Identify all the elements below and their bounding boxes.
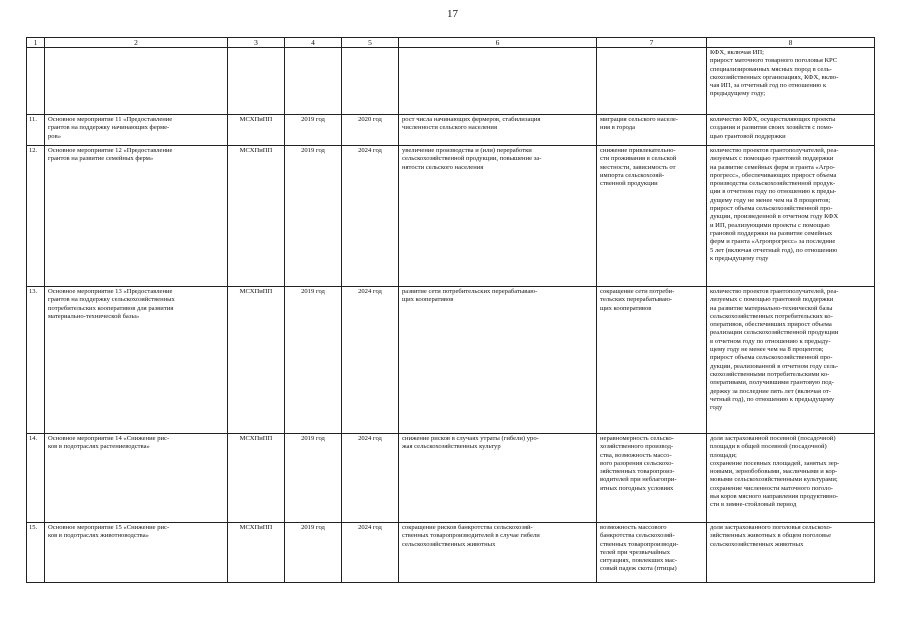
row-number: 12. bbox=[27, 146, 45, 287]
responsible-org: МСХПиПП bbox=[228, 523, 285, 583]
table-row bbox=[27, 48, 875, 115]
row-number: 15. bbox=[27, 523, 45, 583]
responsible-org: МСХПиПП bbox=[228, 434, 285, 523]
col-header: 5 bbox=[342, 38, 399, 48]
measure-title: Основное мероприятие 15 «Снижение рис- ков в подотраслях животноводства» bbox=[45, 523, 228, 583]
end-year: 2024 год bbox=[342, 523, 399, 583]
risk-consequence: неравномерность сельско- хозяйственного производ- ства, возможность массо- вого разорения сельскохо- зяйственных товаропроиз- водителей при неблагопри- ятных погодных условиях bbox=[597, 434, 707, 523]
start-year: 2019 год bbox=[285, 115, 342, 146]
indicator-link: КФХ, включая ИП; прирост маточного товарного поголовья КРС специализированных мясных пород в сель- скохозяйственных организациях, КФХ, вклю- чая ИП, за отчетный год по отношению к предыдущему году; bbox=[707, 48, 875, 115]
col-header: 3 bbox=[228, 38, 285, 48]
risk-consequence: снижение привлекательно- сти проживания в сельской местности, зависимость от импорта сельскохозяй- ственной продукции bbox=[597, 146, 707, 287]
col-header: 6 bbox=[399, 38, 597, 48]
indicator-link: доля застрахованного поголовья сельскохо- зяйственных животных в общем поголовье сельскохозяйственных животных bbox=[707, 523, 875, 583]
table-row bbox=[27, 146, 875, 287]
indicator-link: количество КФХ, осуществляющих проекты создания и развития своих хозяйств с помо- щью грантовой поддержки bbox=[707, 115, 875, 146]
indicator-link: количество проектов грантополучателей, реа- лизуемых с помощью грантовой поддержки на развитие семейных ферм и гранта «Агро- прогресс», обеспечивающих прирост объема производства сельскохозяйственной продук- ции в отчетном году по отношению к преды- дущему году не менее чем на 8 процентов; прирост объема сельскохозяйственной про- дукции, произведенной в отчетном году КФХ и ИП, реализующими проекты с помощью грановой поддержки на развитие семейных ферм и гранта «Агропрогресс» за последние 5 лет (включая отчетный год), по отношению к предыдущему году bbox=[707, 146, 875, 287]
responsible-org bbox=[228, 48, 285, 115]
row-number: 13. bbox=[27, 287, 45, 434]
responsible-org: МСХПиПП bbox=[228, 287, 285, 434]
measure-title: Основное мероприятие 13 «Предоставление грантов на поддержку сельскохозяйственных потребительских кооперативов для развития материально-технической базы» bbox=[45, 287, 228, 434]
expected-effect: увеличение производства и (или) переработки сельскохозяйственной продукции, повышение за- нятости сельского населения bbox=[399, 146, 597, 287]
risk-consequence: возможность массового банкротства сельскохозяй- ственных товаропроизводи- телей при чрезвычайных ситуациях, повлекших мас- совый падеж скота (птицы) bbox=[597, 523, 707, 583]
end-year: 2024 год bbox=[342, 434, 399, 523]
start-year: 2019 год bbox=[285, 523, 342, 583]
table-row bbox=[27, 287, 875, 434]
risk-consequence: сокращение сети потреби- тельских перерабатываю- щих кооперативов bbox=[597, 287, 707, 434]
expected-effect: развитие сети потребительских перерабатываю- щих кооперативов bbox=[399, 287, 597, 434]
responsible-org: МСХПиПП bbox=[228, 115, 285, 146]
measure-title: Основное мероприятие 12 «Предоставление грантов на развитие семейных ферм» bbox=[45, 146, 228, 287]
start-year bbox=[285, 48, 342, 115]
responsible-org: МСХПиПП bbox=[228, 146, 285, 287]
indicator-link: доля застрахованной посевной (посадочной) площади в общей посевной (посадочной) площади; сохранение посевных площадей, занятых зер- новыми, зернобобовыми, масличными и кор- мовыми сельскохозяйственными культурами; сохранение численности маточного поголо- вья коров мясного направления продуктивно- сти в зимне-стойловый период bbox=[707, 434, 875, 523]
col-header: 7 bbox=[597, 38, 707, 48]
expected-effect: снижение рисков в случаях утраты (гибели) уро- жая сельскохозяйственных культур bbox=[399, 434, 597, 523]
start-year: 2019 год bbox=[285, 287, 342, 434]
start-year: 2019 год bbox=[285, 146, 342, 287]
page-number: 17 bbox=[447, 8, 458, 20]
measures-table bbox=[26, 37, 875, 583]
end-year: 2020 год bbox=[342, 115, 399, 146]
row-number: 11. bbox=[27, 115, 45, 146]
end-year: 2024 год bbox=[342, 287, 399, 434]
header-row bbox=[27, 38, 875, 48]
end-year bbox=[342, 48, 399, 115]
col-header: 1 bbox=[27, 38, 45, 48]
risk-consequence: миграция сельского населе- ния в города bbox=[597, 115, 707, 146]
indicator-link: количество проектов грантополучателей, реа- лизуемых с помощью грантовой поддержки на развитие материально-технической базы сельскохозяйственных потребительских ко- оперативов, обеспечивших прирост объема реализации сельскохозяйственной продукции в отчетном году по отношению к предыду- щему году не менее чем на 8 процентов; прирост объема сельскохозяйственной про- дукции, реализованной в отчетном году сель- скохозяйственными потребительскими ко- оперативами, получившими грантовую под- держку за последние пять лет (включая от- четный год), по отношению к предыдущему году bbox=[707, 287, 875, 434]
row-number bbox=[27, 48, 45, 115]
table-row bbox=[27, 523, 875, 583]
expected-effect bbox=[399, 48, 597, 115]
measure-title: Основное мероприятие 11 «Предоставление грантов на поддержку начинающих ферме- ров» bbox=[45, 115, 228, 146]
start-year: 2019 год bbox=[285, 434, 342, 523]
row-number: 14. bbox=[27, 434, 45, 523]
col-header: 8 bbox=[707, 38, 875, 48]
end-year: 2024 год bbox=[342, 146, 399, 287]
measure-title bbox=[45, 48, 228, 115]
measure-title: Основное мероприятие 14 «Снижение рис- ков в подотраслях растениеводства» bbox=[45, 434, 228, 523]
risk-consequence bbox=[597, 48, 707, 115]
col-header: 4 bbox=[285, 38, 342, 48]
table-row bbox=[27, 434, 875, 523]
expected-effect: сокращение рисков банкротства сельскохозяй- ственных товаропроизводителей в случае гибели сельскохозяйственных животных bbox=[399, 523, 597, 583]
table-row bbox=[27, 115, 875, 146]
expected-effect: рост числа начинающих фермеров, стабилизация численности сельского населения bbox=[399, 115, 597, 146]
col-header: 2 bbox=[45, 38, 228, 48]
